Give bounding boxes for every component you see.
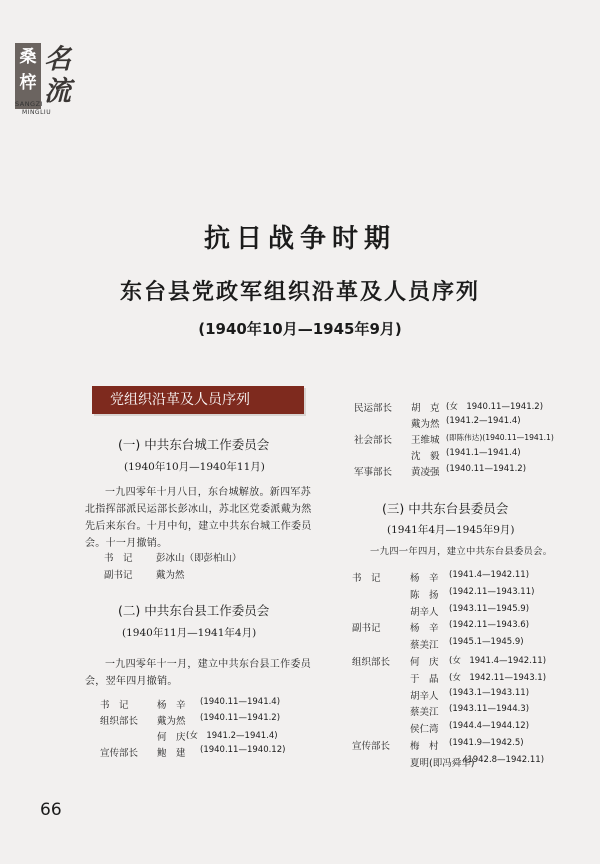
person-name: 戴为然 <box>157 716 186 727</box>
role: 宣传部长 <box>100 748 139 759</box>
role: 社会部长 <box>354 435 393 446</box>
person-name: 王维城 <box>411 435 440 446</box>
tenure: (女 1942.11—1943.1) <box>449 672 547 683</box>
subtitle: 东台县党政军组织沿革及人员序列 <box>119 280 480 305</box>
tenure: (1941.2—1941.4) <box>446 416 521 426</box>
tenure: (1942.8—1942.11) <box>464 754 545 765</box>
section-3-paragraph: 一九四一年四月，建立中共东台县委员会。 <box>370 546 553 557</box>
role: 副书记 <box>104 570 133 581</box>
tenure: (1940.11—1941.4) <box>200 697 281 707</box>
person-name: 陈 扬 <box>410 589 439 601</box>
tenure: (1944.4—1944.12) <box>449 721 530 732</box>
logo-script: 名流 <box>44 44 71 107</box>
section-3-dates: (1941年4月—1945年9月) <box>387 524 515 536</box>
para-line: 一九四零年十月八日，东台城解放。新四军苏 <box>105 487 311 498</box>
person-name: 彭冰山（即彭柏山） <box>156 553 242 564</box>
section-2-dates: (1940年11月—1941年4月) <box>122 627 257 639</box>
tenure: (即陈伟达)(1940.11—1941.1) <box>446 433 554 442</box>
logo-char-2: 梓 <box>19 73 37 93</box>
tenure: (1940.11—1940.12) <box>200 745 286 755</box>
tenure: (女 1941.2—1941.4) <box>186 731 278 741</box>
person-name: 蔡美江 <box>410 640 439 652</box>
tenure: (1941.4—1942.11) <box>449 570 530 580</box>
tenure: (女 1940.11—1941.2) <box>446 402 544 412</box>
role: 军事部长 <box>354 467 393 478</box>
section-3-heading: (三) 中共东台县委员会 <box>382 501 509 516</box>
person-name: 何 庆 <box>410 657 439 668</box>
role: 书 记 <box>100 700 129 711</box>
person-name: 何 庆 <box>157 732 186 743</box>
para-line: 会。十一月撤销。 <box>85 538 168 549</box>
para-line: 会，翌年四月撤销。 <box>85 676 178 687</box>
person-name: 胡 克 <box>411 403 440 414</box>
tenure: (1942.11—1943.11) <box>449 586 535 597</box>
section-banner: 党组织沿革及人员序列 <box>92 386 304 414</box>
role: 组织部长 <box>100 716 139 727</box>
person-name: 戴为然 <box>411 419 440 430</box>
logo-en-2: MINGLIU <box>22 109 52 116</box>
tenure: (女 1941.4—1942.11) <box>449 656 547 666</box>
tenure: (1943.11—1945.9) <box>449 603 530 614</box>
role: 民运部长 <box>354 403 393 414</box>
role: 组织部长 <box>352 657 391 668</box>
role: 书 记 <box>352 573 381 584</box>
section-1-dates: (1940年10月—1940年11月) <box>124 461 265 473</box>
logo-char-1: 桑 <box>19 47 37 67</box>
main-title: 抗日战争时期 <box>203 224 396 254</box>
tenure: (1940.11—1941.2) <box>200 713 281 723</box>
person-name: 杨 辛 <box>410 573 439 584</box>
tenure: (1941.1—1941.4) <box>446 448 521 458</box>
para-line: 北指挥部派民运部长彭冰山，苏北区党委派戴为然 <box>85 504 312 515</box>
section-2-paragraph <box>85 656 347 690</box>
section-2-heading: (二) 中共东台县工作委员会 <box>118 603 270 618</box>
role: 宣传部长 <box>352 741 391 752</box>
person-name: 戴为然 <box>156 570 185 581</box>
section-1-heading: (一) 中共东台城工作委员会 <box>118 437 270 452</box>
date-range: (1940年10月—1945年9月) <box>198 320 402 338</box>
person-name: 黄凌强 <box>411 467 440 478</box>
tenure: (1940.11—1941.2) <box>446 464 527 474</box>
tenure: (1941.9—1942.5) <box>449 738 524 748</box>
person-name: 侯仁湾 <box>410 724 439 736</box>
person-name: 梅 村 <box>410 741 439 752</box>
tenure: (1942.11—1943.6) <box>449 620 530 631</box>
para-line: 一九四零年十一月，建立中共东台县工作委员 <box>105 659 311 670</box>
person-name: 蔡美江 <box>410 707 439 719</box>
page-number: 66 <box>40 800 62 820</box>
logo-en-1: SANGZI <box>15 100 43 108</box>
tenure: (1945.1—1945.9) <box>449 637 524 648</box>
person-name: 杨 辛 <box>157 700 186 711</box>
person-name: 夏明(即冯舜华) <box>410 757 475 769</box>
person-name: 鲍 建 <box>157 748 186 759</box>
tenure: (1943.1—1943.11) <box>449 687 530 698</box>
para-line: 先后来东台。十月中旬，建立中共东台城工作委员 <box>85 521 312 532</box>
role: 书 记 <box>104 553 133 564</box>
role: 副书记 <box>352 623 381 635</box>
person-name: 沈 毅 <box>411 451 440 462</box>
tenure: (1943.11—1944.3) <box>449 704 530 715</box>
person-name: 于 晶 <box>410 673 439 685</box>
person-name: 胡辛人 <box>410 690 439 702</box>
person-name: 胡辛人 <box>410 606 439 618</box>
section-1-paragraph <box>85 484 347 552</box>
person-name: 杨 辛 <box>410 623 439 635</box>
